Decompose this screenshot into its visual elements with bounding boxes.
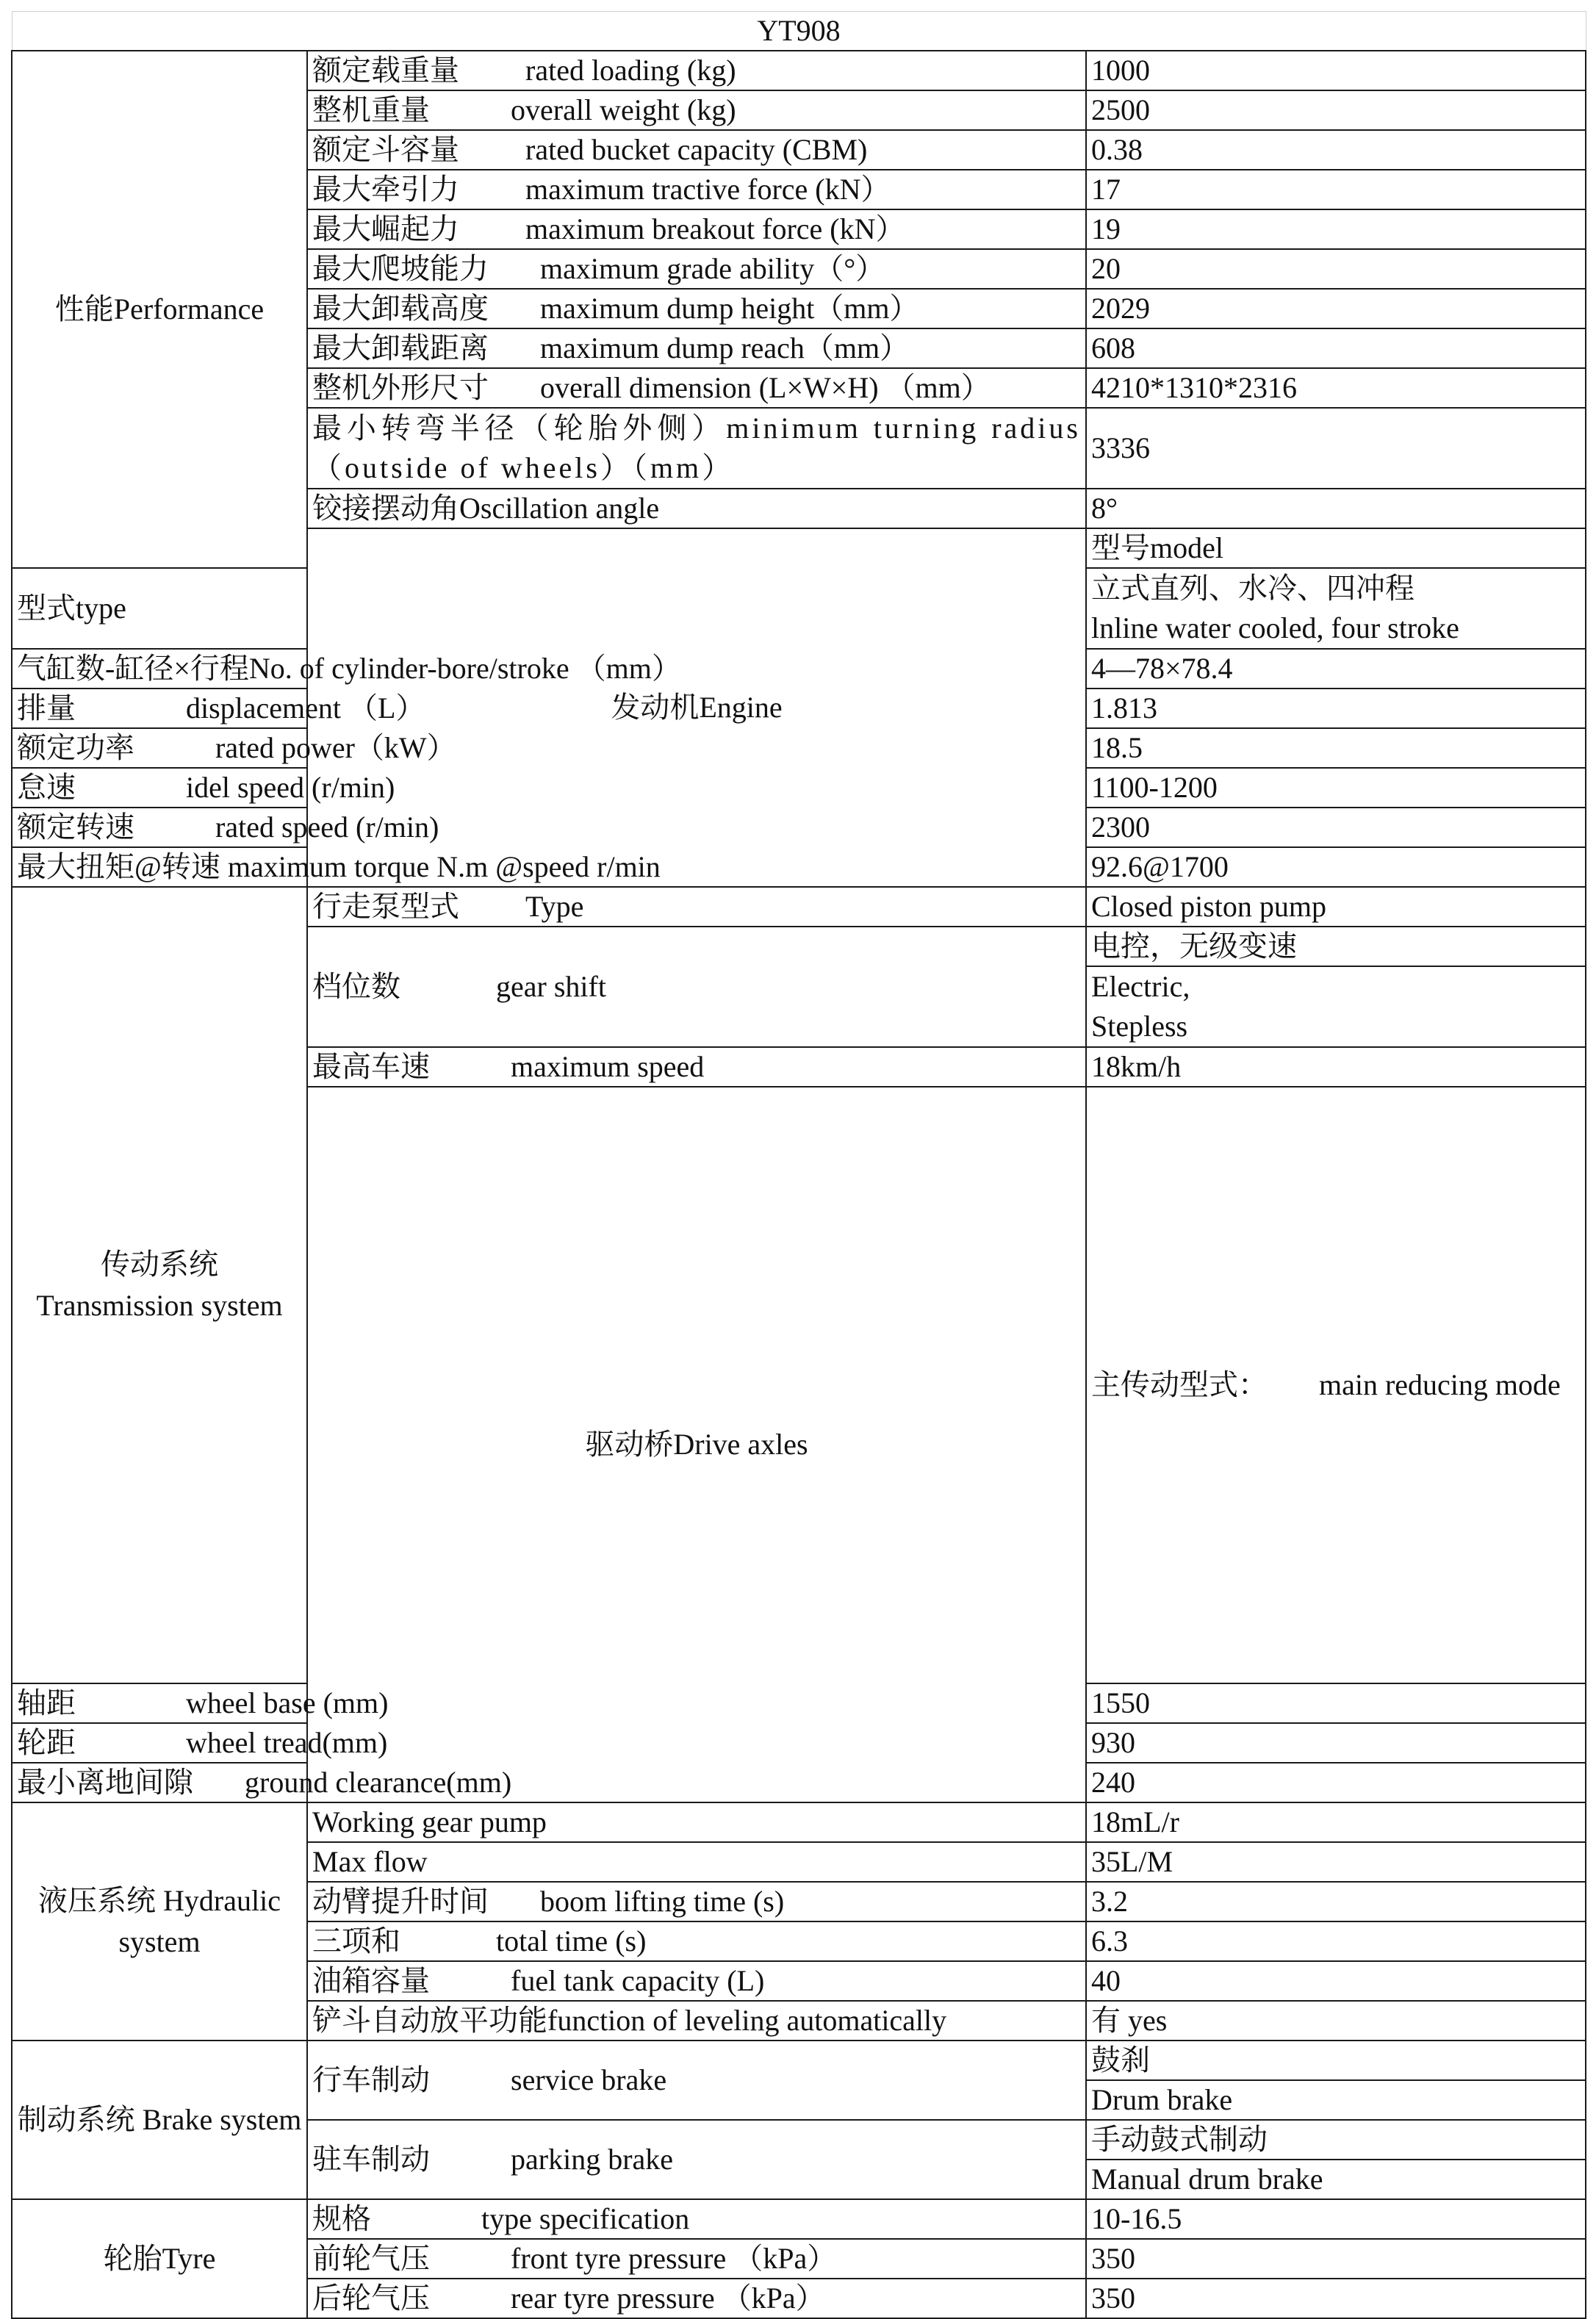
param-cell: 前轮气压 front tyre pressure （kPa） xyxy=(307,2239,1086,2279)
spec-table xyxy=(11,11,1586,2319)
param-cell: 主传动型式： main reducing mode xyxy=(1086,1087,1586,1683)
table-row xyxy=(12,1802,1586,1842)
value-cell: Electric, Stepless xyxy=(1086,966,1586,1047)
spec-sheet xyxy=(11,11,1585,2315)
param-cell: 驻车制动 parking brake xyxy=(307,2120,1086,2199)
value-cell: 2300 xyxy=(1086,808,1586,847)
param-cell: Max flow xyxy=(307,1842,1086,1882)
param-cell: 排量 displacement （L） xyxy=(12,688,307,728)
value-cell: 3336 xyxy=(1086,408,1586,489)
param-cell: 铰接摆动角Oscillation angle xyxy=(307,489,1086,528)
table-row xyxy=(12,51,1586,90)
table-title: YT908 xyxy=(12,12,1586,51)
param-cell: 最大卸载高度 maximum dump height（mm） xyxy=(307,289,1086,328)
param-cell: 气缸数-缸径×行程No. of cylinder-bore/stroke （mm） xyxy=(12,649,307,688)
value-cell: 2500 xyxy=(1086,90,1586,130)
param-cell: 最大扭矩@转速 maximum torque N.m @speed r/min xyxy=(12,847,307,887)
param-cell: 最大爬坡能力 maximum grade ability（°） xyxy=(307,249,1086,289)
param-cell: 型式type xyxy=(12,568,307,649)
value-cell: 2029 xyxy=(1086,289,1586,328)
value-cell: 电控，无级变速 xyxy=(1086,927,1586,966)
param-cell: 型号model xyxy=(1086,528,1586,568)
category-drive-axles: 驱动桥Drive axles xyxy=(307,1087,1086,1802)
param-cell: 轴距 wheel base (mm) xyxy=(12,1683,307,1723)
value-cell: 4210*1310*2316 xyxy=(1086,368,1586,408)
table-row xyxy=(12,887,1586,927)
param-cell: 行车制动 service brake xyxy=(307,2041,1086,2120)
value-cell: 19 xyxy=(1086,209,1586,249)
param-cell: 整机外形尺寸 overall dimension (L×W×H) （mm） xyxy=(307,368,1086,408)
value-cell: 608 xyxy=(1086,328,1586,368)
param-cell: 档位数 gear shift xyxy=(307,927,1086,1047)
category-hydraulic: 液压系统 Hydraulic system xyxy=(12,1802,307,2041)
category-brake: 制动系统 Brake system xyxy=(12,2041,307,2199)
value-cell: 350 xyxy=(1086,2239,1586,2279)
param-cell: 轮距 wheel tread(mm) xyxy=(12,1723,307,1763)
value-cell: 1550 xyxy=(1086,1683,1586,1723)
param-cell: 铲斗自动放平功能function of leveling automatically xyxy=(307,2001,1086,2041)
value-cell: 立式直列、水冷、四冲程 lnline water cooled, four stroke xyxy=(1086,568,1586,649)
param-cell: Working gear pump xyxy=(307,1802,1086,1842)
value-cell: 18.5 xyxy=(1086,728,1586,768)
value-cell: 1000 xyxy=(1086,51,1586,90)
value-cell: 35L/M xyxy=(1086,1842,1586,1882)
param-cell: 怠速 idel speed (r/min) xyxy=(12,768,307,808)
category-engine: 发动机Engine xyxy=(307,528,1086,887)
table-row xyxy=(12,2041,1586,2080)
value-cell: 8° xyxy=(1086,489,1586,528)
value-cell: 1.813 xyxy=(1086,688,1586,728)
param-cell: 最小转弯半径（轮胎外侧）minimum turning radius（outside of wheels）（mm） xyxy=(307,408,1086,489)
value-cell: 1100-1200 xyxy=(1086,768,1586,808)
param-cell: 后轮气压 rear tyre pressure （kPa） xyxy=(307,2279,1086,2318)
value-cell: 40 xyxy=(1086,1961,1586,2001)
param-cell: 额定功率 rated power（kW） xyxy=(12,728,307,768)
category-tyre: 轮胎Tyre xyxy=(12,2199,307,2318)
param-cell: 最大牵引力 maximum tractive force (kN） xyxy=(307,170,1086,209)
param-cell: 整机重量 overall weight (kg) xyxy=(307,90,1086,130)
value-cell: 0.38 xyxy=(1086,130,1586,170)
param-cell: 额定斗容量 rated bucket capacity (CBM) xyxy=(307,130,1086,170)
value-cell: Closed piston pump xyxy=(1086,887,1586,927)
param-cell: 动臂提升时间 boom lifting time (s) xyxy=(307,1882,1086,1921)
table-row xyxy=(12,2199,1586,2239)
value-cell: 18km/h xyxy=(1086,1047,1586,1087)
param-cell: 最高车速 maximum speed xyxy=(307,1047,1086,1087)
title-row xyxy=(12,12,1586,51)
param-cell: 最大崛起力 maximum breakout force (kN） xyxy=(307,209,1086,249)
param-cell: 额定转速 rated speed (r/min) xyxy=(12,808,307,847)
value-cell: 17 xyxy=(1086,170,1586,209)
value-cell: 6.3 xyxy=(1086,1921,1586,1961)
value-cell: 鼓刹 xyxy=(1086,2041,1586,2080)
category-transmission: 传动系统 Transmission system xyxy=(12,887,307,1683)
value-cell: 350 xyxy=(1086,2279,1586,2318)
value-cell: 手动鼓式制动 xyxy=(1086,2120,1586,2160)
param-cell: 最小离地间隙 ground clearance(mm) xyxy=(12,1763,307,1802)
param-cell: 最大卸载距离 maximum dump reach（mm） xyxy=(307,328,1086,368)
param-cell: 三项和 total time (s) xyxy=(307,1921,1086,1961)
param-cell: 行走泵型式 Type xyxy=(307,887,1086,927)
value-cell: Manual drum brake xyxy=(1086,2160,1586,2199)
value-cell: 18mL/r xyxy=(1086,1802,1586,1842)
value-cell: 92.6@1700 xyxy=(1086,847,1586,887)
value-cell: 有 yes xyxy=(1086,2001,1586,2041)
category-performance: 性能Performance xyxy=(12,51,307,568)
param-cell: 额定载重量 rated loading (kg) xyxy=(307,51,1086,90)
param-cell: 规格 type specification xyxy=(307,2199,1086,2239)
value-cell: 10-16.5 xyxy=(1086,2199,1586,2239)
value-cell: 930 xyxy=(1086,1723,1586,1763)
value-cell: Drum brake xyxy=(1086,2080,1586,2120)
param-cell: 油箱容量 fuel tank capacity (L) xyxy=(307,1961,1086,2001)
value-cell: 240 xyxy=(1086,1763,1586,1802)
value-cell: 4—78×78.4 xyxy=(1086,649,1586,688)
value-cell: 3.2 xyxy=(1086,1882,1586,1921)
value-cell: 20 xyxy=(1086,249,1586,289)
